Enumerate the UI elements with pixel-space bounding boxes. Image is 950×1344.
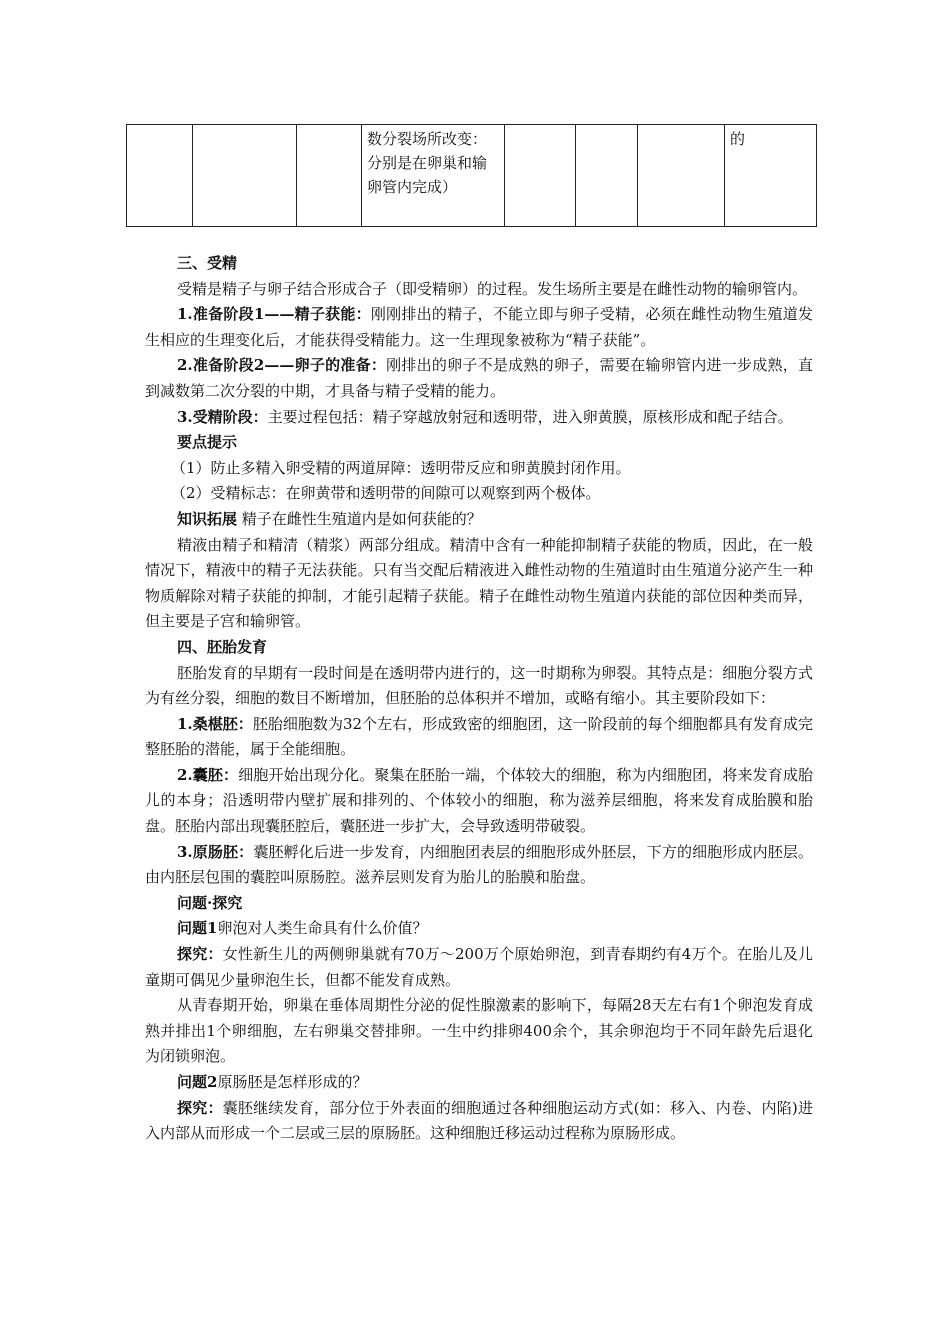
- table-cell: [505, 125, 576, 227]
- item-text: 刚排出的卵子不是成熟的卵子，需要在输卵管内进一步成熟，直到减数第二次分裂的中期，才具备与精子受精的能力。: [145, 356, 813, 400]
- table-cell-text: 数分裂场所改变：分别是在卵巢和输卵管内完成）: [362, 125, 505, 227]
- item-label: 问题2: [177, 1073, 218, 1091]
- paragraph: [145, 302, 813, 353]
- section-heading: 三、受精: [177, 254, 238, 272]
- paragraph: [145, 1096, 813, 1147]
- item-label: 问题1: [177, 919, 218, 938]
- paragraph: （1）防止多精入卵受精的两道屏障：透明带反应和卵黄膜封闭作用。: [171, 458, 631, 477]
- item-text: 原肠胚是怎样形成的？: [217, 1073, 368, 1091]
- item-label: 2.准备阶段2——卵子的准备：: [177, 356, 387, 375]
- paragraph: [145, 712, 813, 763]
- item-text: 主要过程包括：精子穿越放射冠和透明带，进入卵黄膜，原核形成和配子结合。: [267, 407, 793, 426]
- table-cell: [193, 125, 297, 227]
- table-row: [127, 125, 817, 227]
- paragraph: [145, 942, 813, 993]
- table-cell-text: 的: [725, 125, 817, 227]
- table-fragment: [126, 124, 817, 227]
- body-text: [145, 251, 813, 1147]
- paragraph: [145, 507, 813, 533]
- item-label: 3.原肠胚：: [177, 842, 254, 861]
- paragraph: 胚胎发育的早期有一段时间是在透明带内进行的，这一时期称为卵裂。其特点是：细胞分裂方式为有丝分裂，细胞的数目不断增加，但胚胎的总体积并不增加，或略有缩小。其主要阶段如下：: [145, 663, 813, 708]
- table-cell: [297, 125, 362, 227]
- item-label: 2.囊胚：: [177, 765, 239, 784]
- table-cell: [576, 125, 638, 227]
- paragraph: [145, 763, 813, 840]
- paragraph: [145, 916, 813, 942]
- paragraph: 精液由精子和精清（精浆）两部分组成。精清中含有一种能抑制精子获能的物质，因此，在一般情况下，精液中的精子无法获能。只有当交配后精液进入雌性动物的生殖道时由生殖道分泌产生一种物质解除对精子获能的抑制，才能引起精子获能。精子在雌性动物生殖道内获能的部位因种类而异，但主要是子宫和输卵管。: [145, 535, 813, 631]
- item-label: 知识拓展: [177, 509, 238, 528]
- item-text: 胚胎细胞数为32个左右，形成致密的细胞团，这一阶段前的每个细胞都具有发育成完整胚胎的潜能，属于全能细胞。: [145, 714, 813, 759]
- item-label: 1.桑椹胚：: [177, 714, 253, 733]
- section-heading: 四、胚胎发育: [177, 637, 268, 656]
- subheading: 要点提示: [177, 433, 238, 452]
- item-label: 探究：: [177, 1098, 223, 1117]
- table-cell: [638, 125, 725, 227]
- item-text: 囊胚继续发育，部分位于外表面的细胞通过各种细胞运动方式(如：移入、内卷、内陷)进入内部从而形成一个二层或三层的原肠胚。这种细胞迁移运动过程称为原肠形成。: [145, 1098, 813, 1143]
- paragraph: [145, 840, 813, 891]
- paragraph: [145, 405, 813, 431]
- item-text: 精子在雌性生殖道内是如何获能的？: [241, 509, 482, 528]
- paragraph: （2）受精标志：在卵黄带和透明带的间隙可以观察到两个极体。: [171, 484, 601, 503]
- section-heading: 问题·探究: [177, 893, 243, 912]
- paragraph: 受精是精子与卵子结合形成合子（即受精卵）的过程。发生场所主要是在雌性动物的输卵管内。: [177, 279, 808, 298]
- item-text: 刚刚排出的精子，不能立即与卵子受精，必须在雌性动物生殖道发生相应的生理变化后，才能获得受精能力。这一生理现象被称为“精子获能”。: [145, 305, 813, 349]
- paragraph: [145, 353, 813, 404]
- paragraph: 从青春期开始，卵巢在垂体周期性分泌的促性腺激素的影响下，每隔28天左右有1个卵泡发育成熟并排出1个卵细胞，左右卵巢交替排卵。一生中约排卵400余个，其余卵泡均于不同年龄先后退化为闭锁卵泡。: [145, 996, 813, 1066]
- table-cell: [127, 125, 193, 227]
- item-label: 1.准备阶段1——精子获能：: [177, 305, 371, 324]
- item-text: 细胞开始出现分化。聚集在胚胎一端，个体较大的细胞，称为内细胞团，将来发育成胎儿的本身；沿透明带内壁扩展和排列的、个体较小的细胞，称为滋养层细胞，将来发育成胎膜和胎盘。胚胎内部出现囊胚腔后，囊胚进一步扩大，会导致透明带破裂。: [145, 765, 813, 836]
- item-text: 女性新生儿的两侧卵巢就有70万～200万个原始卵泡，到青春期约有4万个。在胎儿及儿童期可偶见少量卵泡生长，但都不能发育成熟。: [145, 945, 813, 989]
- item-text: 卵泡对人类生命具有什么价值？: [217, 919, 428, 938]
- paragraph: [145, 1070, 813, 1096]
- item-label: 3.受精阶段：: [177, 407, 268, 426]
- item-text: 囊胚孵化后进一步发育，内细胞团表层的细胞形成外胚层，下方的细胞形成内胚层。由内胚层包围的囊腔叫原肠腔。滋养层则发育为胎儿的胎膜和胎盘。: [145, 842, 813, 887]
- item-label: 探究：: [177, 945, 223, 964]
